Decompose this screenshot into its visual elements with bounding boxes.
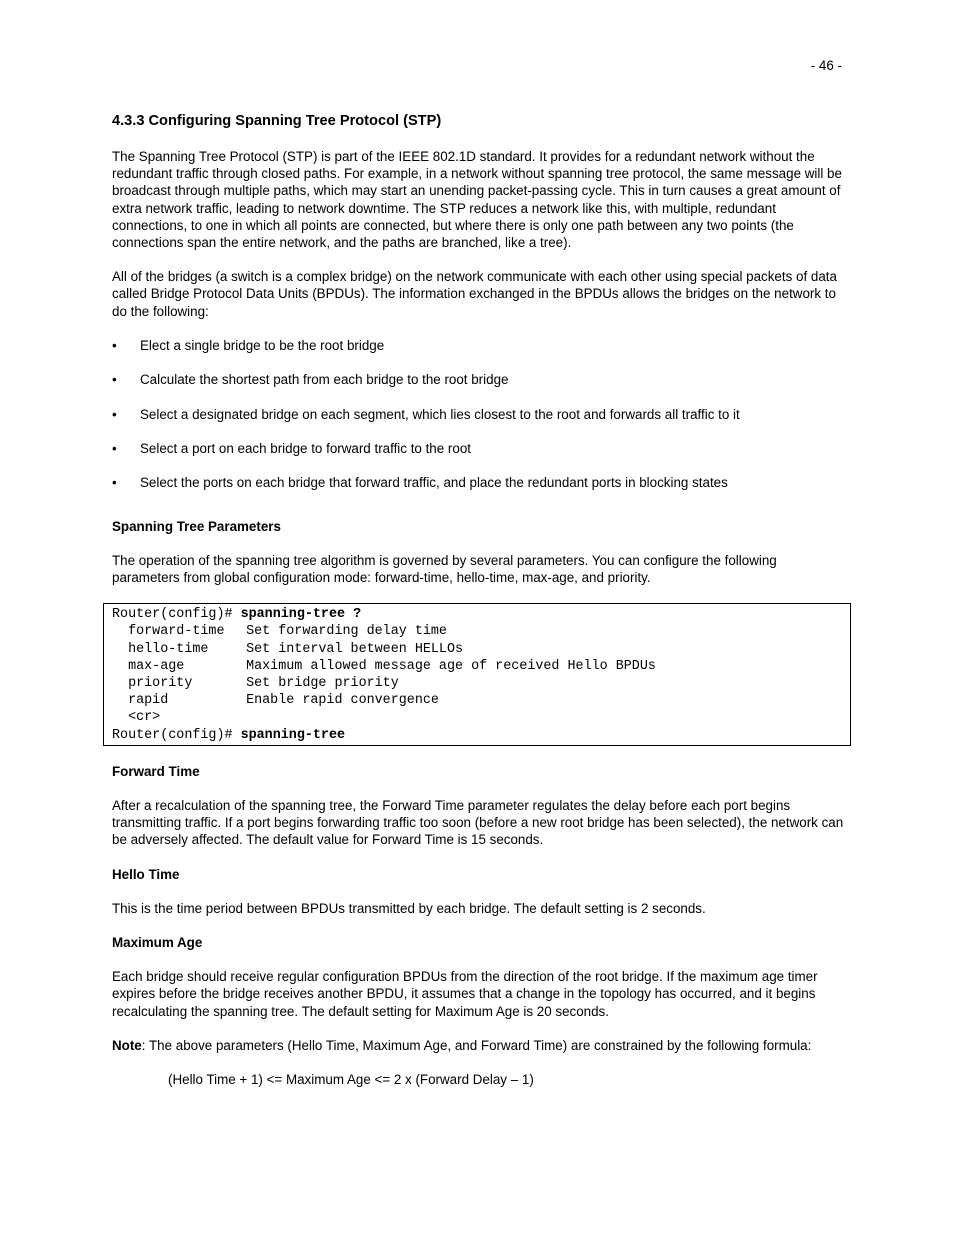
option-name: <cr> xyxy=(128,710,161,726)
option-desc: Set forwarding delay time xyxy=(246,624,447,640)
code-line xyxy=(112,623,842,640)
page-number: - 46 - xyxy=(810,58,842,73)
max-age-heading: Maximum Age xyxy=(112,934,203,950)
note-label: Note xyxy=(112,1037,142,1053)
bullet-icon: • xyxy=(112,372,117,388)
option-name: rapid xyxy=(128,693,169,709)
note-text: : The above parameters (Hello Time, Maximum Age, and Forward Time) are constrained by the following formula: xyxy=(141,1037,812,1053)
list-item xyxy=(112,337,848,354)
list-item-text: Select a port on each bridge to forward traffic to the root xyxy=(140,441,471,456)
section-title: 4.3.3 Configuring Spanning Tree Protocol (STP) xyxy=(112,113,442,129)
cli-prompt: Router(config)# xyxy=(112,727,241,743)
note-paragraph xyxy=(112,1037,848,1054)
code-line xyxy=(112,692,842,709)
formula: (Hello Time + 1) <= Maximum Age <= 2 x (Forward Delay – 1) xyxy=(168,1071,534,1087)
option-desc: Set interval between HELLOs xyxy=(246,641,464,657)
hello-time-paragraph: This is the time period between BPDUs transmitted by each bridge. The default setting is 2 seconds. xyxy=(112,900,706,916)
params-heading: Spanning Tree Parameters xyxy=(112,518,281,534)
code-line xyxy=(112,658,842,675)
params-paragraph: The operation of the spanning tree algorithm is governed by several parameters. You can configure the following parameters from global configuration mode: forward-time, hello-time, max-age, and priority. xyxy=(112,552,777,585)
forward-time-heading: Forward Time xyxy=(112,763,200,779)
list-item xyxy=(112,406,848,423)
option-desc: Maximum allowed message age of received Hello BPDUs xyxy=(246,658,656,674)
list-item xyxy=(112,440,848,457)
code-line xyxy=(112,709,842,726)
code-line xyxy=(112,641,842,658)
bullet-icon: • xyxy=(112,337,117,353)
cli-command: spanning-tree xyxy=(240,727,346,743)
code-line xyxy=(112,606,842,623)
option-name: priority xyxy=(128,675,193,691)
hello-time-heading: Hello Time xyxy=(112,866,180,882)
option-desc: Enable rapid convergence xyxy=(246,693,439,709)
option-name: max-age xyxy=(128,658,185,674)
bullet-icon: • xyxy=(112,406,117,422)
code-line xyxy=(112,675,842,692)
document-body xyxy=(112,112,848,1105)
bpdu-functions-list xyxy=(112,337,848,492)
list-item xyxy=(112,474,848,491)
cli-command: spanning-tree ? xyxy=(240,607,362,623)
intro-paragraph-2: All of the bridges (a switch is a complex bridge) on the network communicate with each other using special packets of data called Bridge Protocol Data Units (BPDUs). The information exchanged in the BPDUs allows the bridges on the network to do the following: xyxy=(112,269,837,319)
list-item-text: Select the ports on each bridge that forward traffic, and place the redundant ports in blocking states xyxy=(140,475,728,491)
cli-prompt: Router(config)# xyxy=(112,607,241,623)
bullet-icon: • xyxy=(112,475,117,491)
bullet-icon: • xyxy=(112,441,117,456)
option-name: forward-time xyxy=(128,624,225,640)
option-desc: Set bridge priority xyxy=(246,675,399,691)
list-item xyxy=(112,371,848,388)
list-item-text: Calculate the shortest path from each bridge to the root bridge xyxy=(140,372,509,388)
list-item-text: Elect a single bridge to be the root bridge xyxy=(140,337,385,353)
intro-paragraph-1: The Spanning Tree Protocol (STP) is part of the IEEE 802.1D standard. It provides for a redundant network without the redundant traffic through closed paths. For example, in a network without spanning tree protocol, the same message will be broadcast through multiple paths, which may start an unending packet-passing cycle. This in turn causes a great amount of extra network traffic, leading to network downtime. The STP reduces a network like this, with multiple, redundant connections, to one in which all points are connected, but where there is only one path between any two points (the connections span the entire network, and the paths are branched, like a tree). xyxy=(112,149,842,251)
max-age-paragraph: Each bridge should receive regular configuration BPDUs from the direction of the root bridge. If the maximum age timer expires before the bridge receives another BPDU, it assumes that a change in the topology has occurred, and it begins recalculating the spanning tree. The default setting for Maximum Age is 20 seconds. xyxy=(112,969,818,1019)
forward-time-paragraph: After a recalculation of the spanning tree, the Forward Time parameter regulates the delay before each port begins transmitting traffic. If a port begins forwarding traffic too soon (before a new root bridge has been selected), the network can be adversely affected. The default value for Forward Time is 15 seconds. xyxy=(112,797,844,848)
cli-code-block xyxy=(103,603,851,746)
code-line xyxy=(112,727,842,744)
list-item-text: Select a designated bridge on each segment, which lies closest to the root and forwards all traffic to it xyxy=(140,406,740,422)
option-name: hello-time xyxy=(128,641,209,657)
